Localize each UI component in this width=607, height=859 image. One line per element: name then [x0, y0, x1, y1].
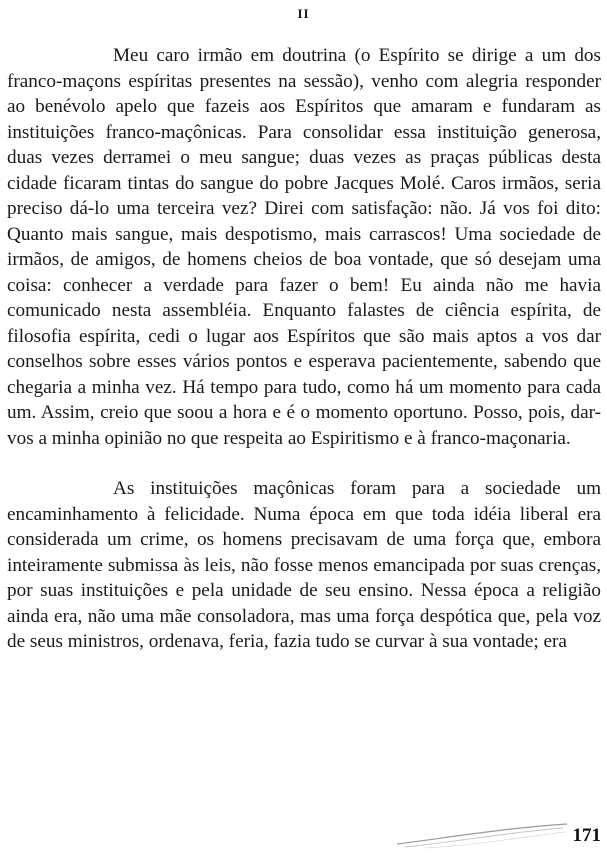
- page-number: 171: [572, 825, 601, 846]
- paragraph-1: Meu caro irmão em doutrina (o Espírito se dirige a um dos franco-maçons espíritas presentes na sessão), venho com alegria responder ao benévolo apelo que fazeis aos Espíritos que amaram e fundaram as instituições franco-maçônicas. Para consolidar essa instituição generosa, duas vezes derramei o meu sangue; duas vezes as praças públicas desta cidade ficaram tintas do sangue do pobre Jacques Molé. Caros irmãos, seria preciso dá-lo uma terceira vez? Direi com satisfação: não. Já vos foi dito: Quanto mais sangue, mais despotismo, mais carrascos! Uma sociedade de irmãos, de amigos, de homens cheios de boa vontade, que só desejam uma coisa: conhecer a verdade para fazer o bem! Eu ainda não me havia comunicado nesta assembléia. Enquanto falastes de ciência espírita, de filosofia espírita, cedi o lugar aos Espíritos que são mais aptos a vos dar conselhos sobre esses vários pontos e esperava pacientemente, sabendo que chegaria a minha vez. Há tempo para tudo, como há um momento para cada um. Assim, creio que soou a hora e é o momento oportuno. Posso, pois, dar-vos a minha opinião no que respeita ao Espiritismo e à franco-maçonaria.: [7, 45, 601, 449]
- swoosh-ornament-icon: [395, 820, 570, 850]
- body-text: [7, 43, 601, 655]
- chapter-heading: II: [297, 6, 310, 21]
- paragraph-2: As instituições maçônicas foram para a sociedade um encaminhamento à felicidade. Numa época em que toda idéia liberal era considerada um crime, os homens precisavam de uma força que, embora inteiramente submissa às leis, não fosse menos emancipada por suas crenças, por suas instituições e pela unidade de seu ensino. Nessa época a religião ainda era, não uma mãe consoladora, mas uma força despótica que, pela voz de seus ministros, ordenava, feria, fazia tudo se curvar à sua vontade; era: [7, 478, 601, 652]
